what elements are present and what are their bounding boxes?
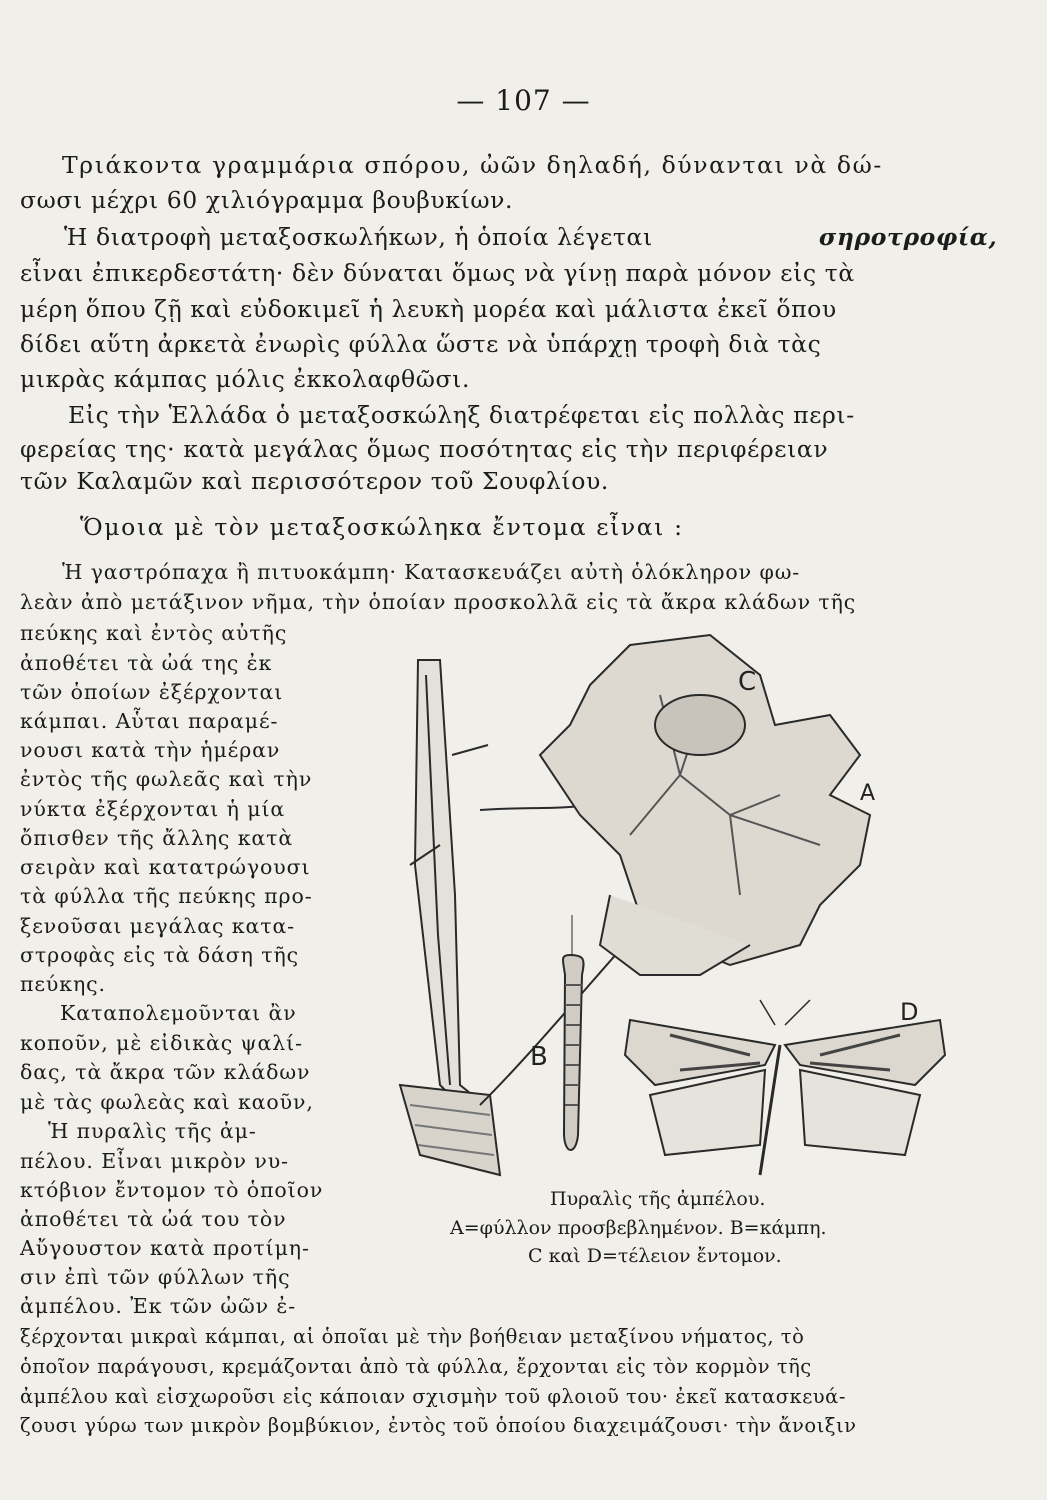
text-line: Τριάκοντα γραμμάρια σπόρου, ὠῶν δηλαδή, δύνανται νὰ δώ- — [62, 151, 883, 179]
label-a: A — [860, 781, 876, 806]
text-line: ζουσι γύρω των μικρὸν βομβύκιον, ἐντὸς τοῦ ὁποίου διαχειμάζουσι· τὴν ἄνοιξιν — [20, 1414, 857, 1437]
text-line: Ἡ γαστρόπαχα ἢ πιτυοκάμπη· Κατασκευάζει αὐτὴ ὁλόκληρον φω- — [62, 560, 801, 584]
label-d: D — [900, 998, 919, 1026]
text-line: Ἡ πυραλὶς τῆς ἀμ- — [48, 1119, 257, 1143]
text-line: κτόβιον ἔντομον τὸ ὁποῖον — [20, 1178, 324, 1202]
label-b: B — [530, 1042, 548, 1072]
text-line: μικρὰς κάμπας μόλις ἐκκολαφθῶσι. — [20, 365, 471, 393]
text-line: φερείας της· κατὰ μεγάλας ὅμως ποσότητας εἰς τὴν περιφέρειαν — [20, 435, 829, 463]
text-line: πεύκης καὶ ἐντὸς αὐτῆς — [20, 621, 288, 645]
text-line: ἀμπέλου. Ἐκ τῶν ὠῶν ἐ- — [20, 1294, 297, 1318]
text-line: λεὰν ἀπὸ μετάξινον νῆμα, τὴν ὁποίαν προσκολλᾶ εἰς τὰ ἄκρα κλάδων τῆς — [20, 590, 857, 614]
figure-caption-line: A=φύλλον προσβεβλημένον. B=κάμπη. — [450, 1217, 827, 1239]
text-line: τὰ φύλλα τῆς πεύκης προ- — [20, 884, 313, 908]
text-line: δας, τὰ ἄκρα τῶν κλάδων — [20, 1060, 311, 1084]
text-line: μέρη ὅπου ζῇ καὶ εὐδοκιμεῖ ἡ λευκὴ μορέα καὶ μάλιστα ἐκεῖ ὅπου — [20, 295, 837, 323]
text-line: μὲ τὰς φωλεὰς καὶ καοῦν, — [20, 1090, 314, 1114]
text-line: Καταπολεμοῦνται ἂν — [60, 1001, 297, 1025]
text-line: στροφὰς εἰς τὰ δάση τῆς — [20, 943, 300, 967]
text-line: ὄπισθεν τῆς ἄλλης κατὰ — [20, 826, 294, 850]
text-line — [64, 222, 997, 252]
text-line: σωσι μέχρι 60 χιλιόγραμμα βουβυκίων. — [20, 186, 514, 214]
text-line: Αὔγουστον κατὰ προτίμη- — [20, 1236, 310, 1260]
text-line: Εἰς τὴν Ἑλλάδα ὁ μεταξοσκώληξ διατρέφεται εἰς πολλὰς περι- — [68, 401, 855, 429]
text-line: κοποῦν, μὲ εἰδικὰς ψαλί- — [20, 1031, 303, 1055]
text-line: ἐντὸς τῆς φωλεᾶς καὶ τὴν — [20, 767, 313, 791]
text-line: νύκτα ἐξέρχονται ἡ μία — [20, 797, 286, 821]
text-line: ἀποθέτει τὰ ὠά του τὸν — [20, 1207, 287, 1231]
grape-moth-illustration — [380, 615, 980, 1190]
page-number: — 107 — — [456, 84, 591, 117]
text-line: ξενοῦσαι μεγάλας κατα- — [20, 914, 296, 938]
text-line: πεύκης. — [20, 972, 106, 996]
section-heading: Ὅμοια μὲ τὸν μεταξοσκώληκα ἔντομα εἶναι : — [80, 513, 684, 541]
text-line: κάμπαι. Αὗται παραμέ- — [20, 709, 279, 733]
text-line: ὁποῖον παράγουσι, κρεμάζονται ἀπὸ τὰ φύλλα, ἔρχονται εἰς τὸν κορμὸν τῆς — [20, 1355, 812, 1378]
label-c: C — [738, 667, 757, 697]
text-line: δίδει αὕτη ἀρκετὰ ἐνωρὶς φύλλα ὥστε νὰ ὑπάρχῃ τροφὴ διὰ τὰς — [20, 330, 822, 358]
text-line: τῶν ὁποίων ἐξέρχονται — [20, 680, 284, 704]
text-line: σιν ἐπὶ τῶν φύλλων τῆς — [20, 1265, 291, 1289]
text-line: σειρὰν καὶ κατατρώγουσι — [20, 855, 311, 879]
text-line: πέλου. Εἶναι μικρὸν νυ- — [20, 1149, 289, 1173]
text-line: τῶν Καλαμῶν καὶ περισσότερον τοῦ Σουφλίου. — [20, 467, 609, 495]
text-line: εἶναι ἐπικερδεστάτη· δὲν δύναται ὅμως νὰ γίνῃ παρὰ μόνον εἰς τὰ — [20, 259, 855, 287]
figure-caption-line: C καὶ D=τέλειον ἔντομον. — [528, 1245, 782, 1267]
text-line: ἀμπέλου καὶ εἰσχωροῦσι εἰς κάποιαν σχισμὴν τοῦ φλοιοῦ του· ἐκεῖ κατασκευά- — [20, 1385, 846, 1408]
figure-caption-title: Πυραλὶς τῆς ἀμπέλου. — [550, 1188, 766, 1210]
text-line: νουσι κατὰ τὴν ἡμέραν — [20, 738, 281, 762]
text-line: ξέρχονται μικραὶ κάμπαι, αἱ ὁποῖαι μὲ τὴν βοήθειαν μεταξίνου νήματος, τὸ — [20, 1325, 805, 1348]
paragraph-lead: Ἡ διατροφὴ μεταξοσκωλήκων, ἡ ὁποία λέγεται — [64, 223, 653, 251]
emphasized-term: σηροτροφία, — [818, 223, 998, 251]
text-line: ἀποθέτει τὰ ὠά της ἐκ — [20, 651, 273, 675]
